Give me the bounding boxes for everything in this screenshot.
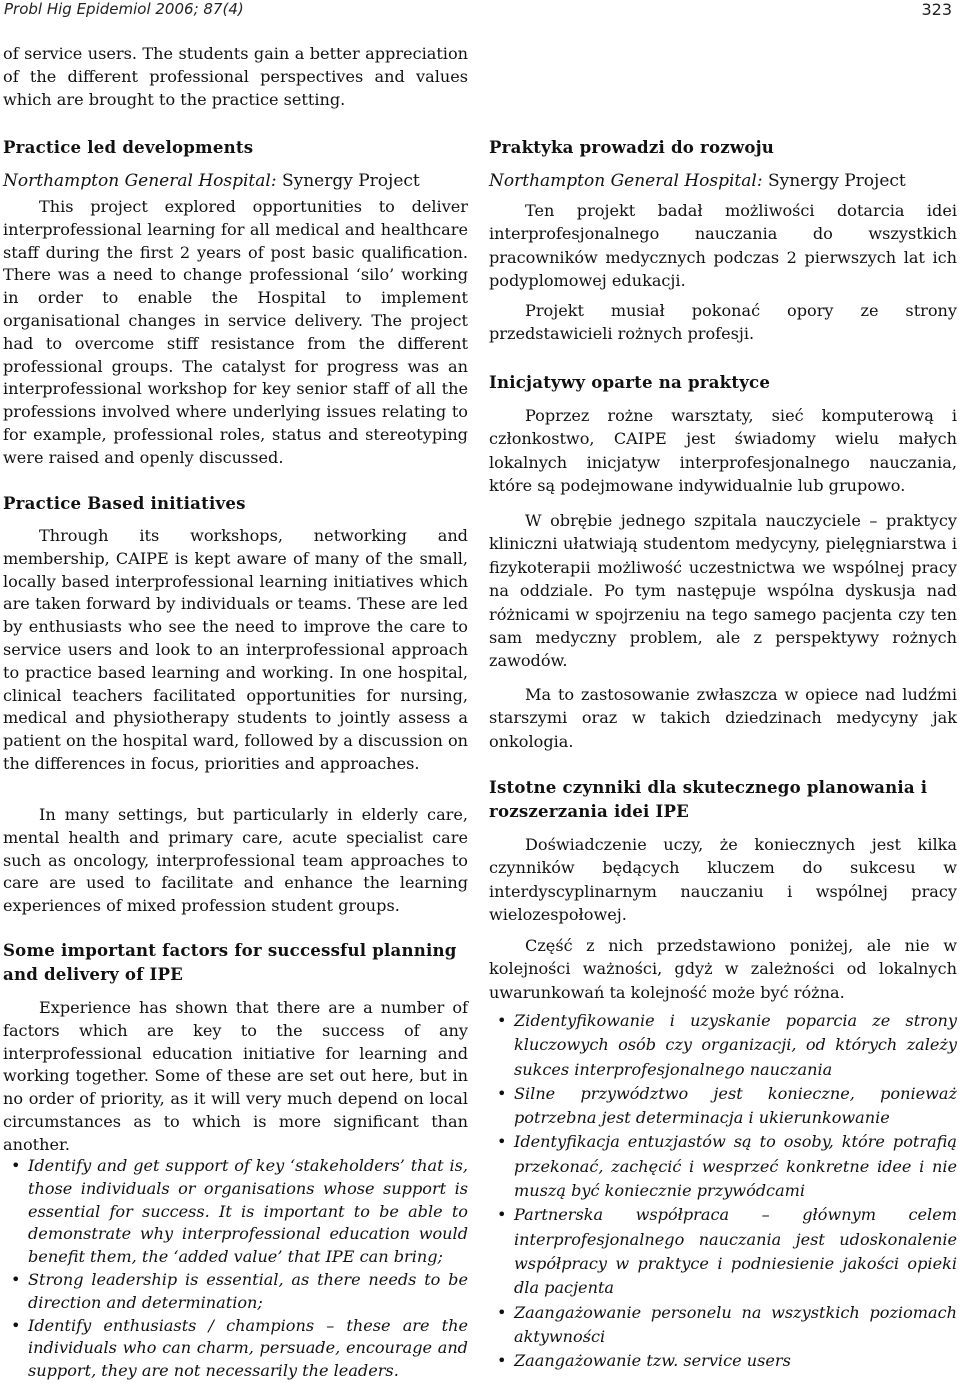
- paragraph-ma-to: Ma to zastosowanie zwłaszcza w opiece nad ludźmi starszymi oraz w takich dziedzinach medycyny jak onkologia.: [489, 685, 957, 751]
- paragraph-poprzez: Poprzez rożne warsztaty, sieć komputerową i członkostwo, CAIPE jest świadomy wielu małych lokalnych inicjatyw interprofesjonalnego nauczania, które są podejmowane indywidualnie lub grupowo.: [489, 406, 957, 496]
- page-number: 323: [921, 0, 952, 19]
- paragraph-projekt-musial: Projekt musiał pokonać opory ze strony przedstawicieli rożnych profesji.: [489, 301, 957, 344]
- intro-paragraph: of service users. The students gain a better appreciation of the different professional perspectives and values which are brought to the practice setting.: [3, 44, 468, 109]
- subheading-synergy-pl: [489, 170, 957, 192]
- list-item: • Partnerska współpraca – głównym celem interprofesjonalnego nauczania jest udoskonalenie współpracy w praktyce i podniesienie jakości opieki dla pacjenta: [489, 1203, 957, 1300]
- paragraph-projekt-badal: Ten projekt badał możliwości dotarcia idei interprofesjonalnego nauczania do wszystkich pracowników medycznych podczas 2 pierwszych lat ich podyplomowej edukacji.: [489, 201, 957, 291]
- paragraph-settings: In many settings, but particularly in elderly care, mental health and primary care, acute specialist care such as oncology, interprofessional team approaches to care are used to facilitate and enhance the learning experiences of mixed profession student groups.: [3, 805, 468, 916]
- subheading-project: Synergy Project: [276, 171, 420, 191]
- heading-practice-based: Practice Based initiatives: [3, 493, 246, 513]
- paragraph-experience: Experience has shown that there are a number of factors which are key to the success of any interprofessional education initiative for learning and working together. Some of these are set out here, but in no order of priority, as it will very much depend on local circumstances as to which is more significant than another.: [3, 998, 468, 1154]
- heading-practice-led: Practice led developments: [3, 137, 254, 157]
- paragraph-czesc: Część z nich przedstawiono poniżej, ale nie w kolejności ważności, gdyż w zależności od lokalnych uwarunkowań ta kolejność może być różna.: [489, 936, 957, 1002]
- list-item: • Identyfikacja entuzjastów są to osoby, które potrafią przekonać, zachęcić i wesprzeć konkretne idee i nie muszą być koniecznie przywódcami: [489, 1130, 957, 1203]
- bullet-list-pl: [489, 1009, 957, 1373]
- paragraph-synergy: This project explored opportunities to deliver interprofessional learning for all medical and healthcare staff during the first 2 years of post basic qualification. There was a need to change professional ‘silo’ working in order to enable the Hospital to implement organisational changes in service delivery. The project had to overcome stiff resistance from the different professional groups. The catalyst for progress was an interprofessional workshop for key senior staff of all the professions involved where underlying issues relating to for example, professional roles, status and stereotyping were raised and openly discussed.: [3, 197, 468, 467]
- subheading-org: Northampton General Hospital:: [489, 171, 763, 191]
- paragraph-workshops: Through its workshops, networking and membership, CAIPE is kept aware of many of the small, locally based interprofessional learning initiatives which are taken forward by individuals or teams. These are led by enthusiasts who see the need to improve the care to service users and look to an interprofessional approach to practice based learning and working. In one hospital, clinical teachers facilitated opportunities for nursing, medical and physiotherapy students to jointly assess a patient on the hospital ward, followed by a discussion on the differences in focus, priorities and approaches.: [3, 526, 468, 773]
- list-item: • Silne przywództwo jest konieczne, ponieważ potrzebna jest determinacja i ukierunkowanie: [489, 1082, 957, 1131]
- paragraph-doswiadczenie: Doświadczenie uczy, że koniecznych jest kilka czynników będących kluczem do sukcesu w interdyscyplinarnym nauczaniu i wspólnej pracy wielozespołowej.: [489, 835, 957, 925]
- heading-inicjatywy: Inicjatywy oparte na praktyce: [489, 372, 771, 392]
- list-item: • Zaangażowanie personelu na wszystkich poziomach aktywności: [489, 1301, 957, 1350]
- list-item: • Zidentyfikowanie i uzyskanie poparcia ze strony kluczowych osób czy organizacji, od których zależy sukces interprofesjonalnego nauczania: [489, 1009, 957, 1082]
- bullet-list-en: [3, 1155, 468, 1383]
- heading-important-factors: Some important factors for successful planning and delivery of IPE: [3, 940, 457, 984]
- list-item: • Identify enthusiasts / champions – these are the individuals who can charm, persuade, encourage and support, they are not necessarily the leaders.: [3, 1315, 468, 1383]
- list-item: • Strong leadership is essential, as there needs to be direction and determination;: [3, 1269, 468, 1315]
- paragraph-w-obrebie: W obrębie jednego szpitala nauczyciele – praktycy kliniczni ułatwiają studentom medycyny, pielęgniarstwa i fizykoterapii możliwość uczestnictwa we wspólnej pracy na oddziale. Po tym następuje wspólna dyskusja nad różnicami w spojrzeniu na tego samego pacjenta czy ten sam medyczny problem, ale z perspektywy rożnych zawodów.: [489, 511, 957, 671]
- heading-istotne: Istotne czynniki dla skutecznego planowania i rozszerzania idei IPE: [489, 777, 928, 821]
- list-item: • Identify and get support of key ‘stakeholders’ that is, those individuals or organisations whose support is essential for success. It is important to be able to demonstrate why interprofessional education would benefit them, the ‘added value’ that IPE can bring;: [3, 1155, 468, 1269]
- subheading-org: Northampton General Hospital:: [3, 171, 277, 191]
- journal-citation: Probl Hig Epidemiol 2006; 87(4): [4, 0, 244, 18]
- subheading-project: Synergy Project: [762, 171, 906, 191]
- list-item: • Zaangażowanie tzw. service users: [489, 1349, 957, 1373]
- heading-praktyka: Praktyka prowadzi do rozwoju: [489, 137, 775, 157]
- subheading-synergy: [3, 170, 468, 192]
